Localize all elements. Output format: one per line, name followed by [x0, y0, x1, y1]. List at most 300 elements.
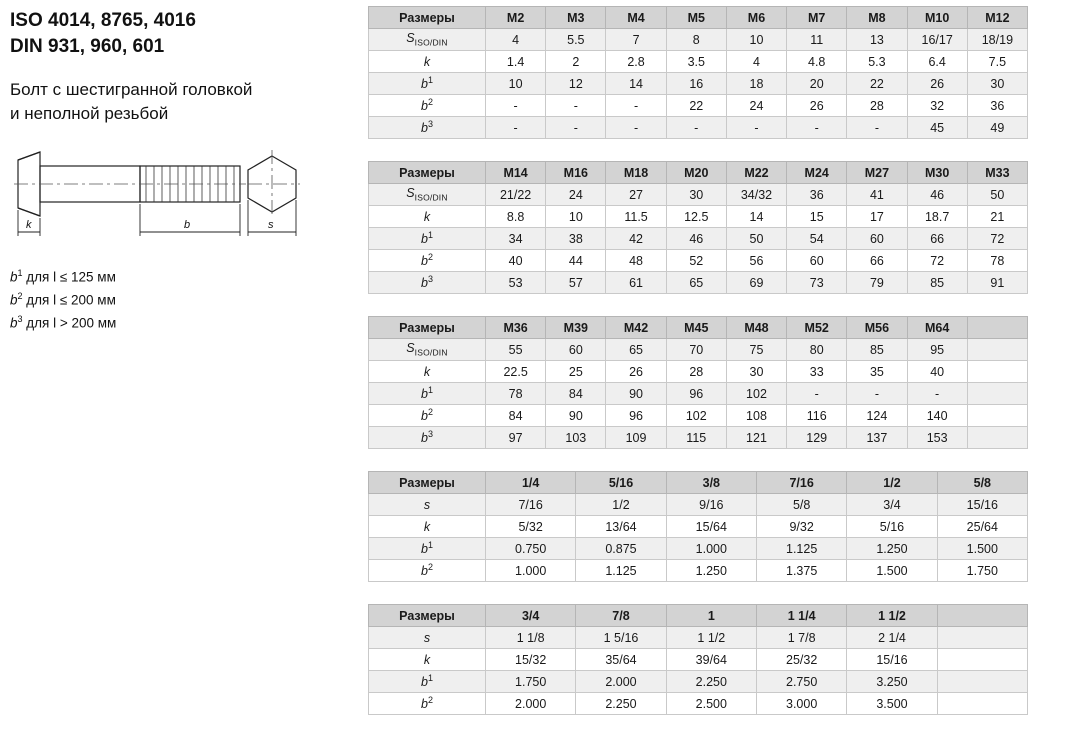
- table-cell: 54: [787, 228, 847, 250]
- table-cell: 22.5: [486, 361, 546, 383]
- table-cell: 96: [606, 405, 666, 427]
- row-label-symbol: b: [421, 697, 428, 712]
- row-label-superscript: 1: [427, 540, 433, 551]
- row-label: [369, 516, 486, 538]
- row-label: [369, 29, 486, 51]
- table-cell: 95: [907, 339, 967, 361]
- table-cell: -: [486, 95, 546, 117]
- table-row: [369, 671, 1028, 693]
- table-cell: [967, 427, 1027, 449]
- dimension-tables: [368, 6, 1058, 737]
- row-label-subscript: ISO/DIN: [414, 37, 448, 48]
- table-cell: 1 1/8: [486, 627, 576, 649]
- title-line-1: ISO 4014, 8765, 4016: [10, 10, 196, 31]
- table-cell: 56: [726, 250, 786, 272]
- table-cell: 108: [726, 405, 786, 427]
- row-label: [369, 361, 486, 383]
- table-row: [369, 516, 1028, 538]
- table-cell: 124: [847, 405, 907, 427]
- table-cell: -: [606, 95, 666, 117]
- table-cell: 15/32: [486, 649, 576, 671]
- table-cell: 14: [726, 206, 786, 228]
- table-cell: [967, 339, 1027, 361]
- footnote-symbol-1: b: [10, 269, 18, 285]
- table-cell: 0.750: [486, 538, 576, 560]
- table-cell: 12: [546, 73, 606, 95]
- footnote-text-3: для l > 200 мм: [26, 315, 117, 331]
- table-header-row: [369, 472, 1028, 494]
- table-cell: 1 7/8: [756, 627, 846, 649]
- left-info-column: [10, 8, 360, 334]
- table-cell: 109: [606, 427, 666, 449]
- row-label-superscript: 1: [427, 230, 433, 241]
- row-label-superscript: 3: [427, 119, 433, 130]
- column-header: M4: [606, 7, 666, 29]
- table-cell: -: [907, 383, 967, 405]
- table-cell: 1.125: [576, 560, 666, 582]
- table-cell: 2.500: [666, 693, 756, 715]
- column-header: 3/4: [486, 605, 576, 627]
- table-cell: 21: [967, 206, 1027, 228]
- table-cell: -: [847, 383, 907, 405]
- table-cell: 4: [726, 51, 786, 73]
- row-label-symbol: S: [406, 186, 415, 201]
- table-cell: 72: [907, 250, 967, 272]
- table-row: [369, 95, 1028, 117]
- table-cell: 15/16: [847, 649, 937, 671]
- table-cell: 10: [726, 29, 786, 51]
- table-cell: 103: [546, 427, 606, 449]
- table-cell: -: [726, 117, 786, 139]
- table-cell: 153: [907, 427, 967, 449]
- table-cell: 1.500: [937, 538, 1027, 560]
- row-label-symbol: b: [421, 387, 428, 402]
- table-cell: 25/32: [756, 649, 846, 671]
- table-row: [369, 538, 1028, 560]
- table-cell: 32: [907, 95, 967, 117]
- table-cell: 2 1/4: [847, 627, 937, 649]
- table-cell: 13: [847, 29, 907, 51]
- table-cell: 16/17: [907, 29, 967, 51]
- table-cell: 50: [967, 184, 1027, 206]
- row-label: [369, 560, 486, 582]
- table-cell: 55: [486, 339, 546, 361]
- row-label-symbol: b: [421, 232, 428, 247]
- column-header: M33: [967, 162, 1027, 184]
- table-cell: 3.5: [666, 51, 726, 73]
- table-cell: 140: [907, 405, 967, 427]
- table-row: [369, 494, 1028, 516]
- table-cell: 49: [967, 117, 1027, 139]
- column-header: M18: [606, 162, 666, 184]
- column-header: M22: [726, 162, 786, 184]
- column-header: M7: [787, 7, 847, 29]
- table-cell: 20: [787, 73, 847, 95]
- column-header-dimensions: Размеры: [369, 317, 486, 339]
- table-cell: 28: [847, 95, 907, 117]
- table-cell: 14: [606, 73, 666, 95]
- table-cell: 115: [666, 427, 726, 449]
- row-label-superscript: 2: [427, 407, 433, 418]
- footnote-text-2: для l ≤ 200 мм: [26, 292, 116, 308]
- column-header: 3/8: [666, 472, 756, 494]
- table-cell: 121: [726, 427, 786, 449]
- table-cell: 24: [726, 95, 786, 117]
- table-cell: [937, 649, 1027, 671]
- column-header: 1 1/4: [756, 605, 846, 627]
- table-cell: 12.5: [666, 206, 726, 228]
- table-cell: 80: [787, 339, 847, 361]
- footnote-sup-2: 2: [17, 290, 23, 301]
- table-cell: 52: [666, 250, 726, 272]
- row-label-symbol: k: [423, 364, 431, 379]
- table-cell: 18: [726, 73, 786, 95]
- row-label-symbol: b: [421, 276, 428, 291]
- bolt-technical-drawing: [10, 144, 310, 244]
- table-cell: 10: [486, 73, 546, 95]
- table-cell: 72: [967, 228, 1027, 250]
- table-cell: 22: [847, 73, 907, 95]
- row-label: [369, 117, 486, 139]
- table-cell: 30: [666, 184, 726, 206]
- table-row: [369, 117, 1028, 139]
- table-cell: 46: [907, 184, 967, 206]
- table-cell: 102: [726, 383, 786, 405]
- row-label: [369, 51, 486, 73]
- column-header: M16: [546, 162, 606, 184]
- table-cell: 28: [666, 361, 726, 383]
- table-cell: -: [546, 95, 606, 117]
- table-cell: 48: [606, 250, 666, 272]
- table-row: [369, 272, 1028, 294]
- row-label: [369, 693, 486, 715]
- column-header: M3: [546, 7, 606, 29]
- row-label: [369, 339, 486, 361]
- column-header: M6: [726, 7, 786, 29]
- row-label: [369, 383, 486, 405]
- table-cell: 35: [847, 361, 907, 383]
- table-cell: 44: [546, 250, 606, 272]
- column-header: 1/2: [847, 472, 937, 494]
- table-cell: 5/16: [847, 516, 937, 538]
- table-row: [369, 627, 1028, 649]
- table-header-row: [369, 317, 1028, 339]
- row-label: [369, 494, 486, 516]
- table-cell: 9/16: [666, 494, 756, 516]
- table-cell: 53: [486, 272, 546, 294]
- table-cell: [967, 405, 1027, 427]
- column-header: M45: [666, 317, 726, 339]
- dimension-table: [368, 471, 1028, 582]
- table-cell: 40: [486, 250, 546, 272]
- column-header: [967, 317, 1027, 339]
- table-cell: 36: [787, 184, 847, 206]
- table-cell: 60: [787, 250, 847, 272]
- table-row: [369, 29, 1028, 51]
- column-header: M12: [967, 7, 1027, 29]
- table-row: [369, 228, 1028, 250]
- footnote-sup-1: 1: [17, 268, 23, 279]
- row-label-symbol: b: [421, 99, 428, 114]
- column-header: 7/8: [576, 605, 666, 627]
- table-cell: 33: [787, 361, 847, 383]
- table-cell: 34/32: [726, 184, 786, 206]
- table-cell: 15/16: [937, 494, 1027, 516]
- table-cell: -: [787, 117, 847, 139]
- table-header-row: [369, 162, 1028, 184]
- table-row: [369, 649, 1028, 671]
- row-label-subscript: ISO/DIN: [414, 192, 448, 203]
- table-cell: 27: [606, 184, 666, 206]
- table-cell: 2.750: [756, 671, 846, 693]
- column-header: 1: [666, 605, 756, 627]
- table-cell: 57: [546, 272, 606, 294]
- table-cell: [937, 693, 1027, 715]
- table-cell: 66: [847, 250, 907, 272]
- column-header-dimensions: Размеры: [369, 162, 486, 184]
- table-cell: 102: [666, 405, 726, 427]
- column-header: 5/8: [937, 472, 1027, 494]
- footnote-1: [10, 266, 360, 289]
- table-cell: 22: [666, 95, 726, 117]
- footnote-symbol-2: b: [10, 292, 18, 308]
- table-cell: 78: [967, 250, 1027, 272]
- table-cell: 2.000: [576, 671, 666, 693]
- table-cell: 46: [666, 228, 726, 250]
- table-cell: 1 5/16: [576, 627, 666, 649]
- row-label-symbol: s: [423, 630, 431, 645]
- column-header: M48: [726, 317, 786, 339]
- table-row: [369, 206, 1028, 228]
- column-header-dimensions: Размеры: [369, 7, 486, 29]
- table-cell: 25/64: [937, 516, 1027, 538]
- table-cell: 41: [847, 184, 907, 206]
- table-cell: 35/64: [576, 649, 666, 671]
- table-cell: 7.5: [967, 51, 1027, 73]
- table-cell: 8.8: [486, 206, 546, 228]
- column-header: M20: [666, 162, 726, 184]
- table-cell: 73: [787, 272, 847, 294]
- row-label: [369, 627, 486, 649]
- table-cell: [937, 627, 1027, 649]
- table-cell: 24: [546, 184, 606, 206]
- table-cell: 5/32: [486, 516, 576, 538]
- table-cell: -: [847, 117, 907, 139]
- row-label-superscript: 3: [427, 274, 433, 285]
- column-header-dimensions: Размеры: [369, 605, 486, 627]
- row-label-superscript: 2: [427, 695, 433, 706]
- dimension-table: [368, 6, 1028, 139]
- column-header: M5: [666, 7, 726, 29]
- column-header: 1 1/2: [847, 605, 937, 627]
- footnote-3: [10, 312, 360, 335]
- table-cell: -: [606, 117, 666, 139]
- table-row: [369, 339, 1028, 361]
- table-row: [369, 427, 1028, 449]
- row-label: [369, 73, 486, 95]
- table-cell: 2.250: [666, 671, 756, 693]
- row-label: [369, 272, 486, 294]
- column-header: M30: [907, 162, 967, 184]
- table-cell: 70: [666, 339, 726, 361]
- column-header: M2: [486, 7, 546, 29]
- column-header: 1/4: [486, 472, 576, 494]
- column-header: M56: [847, 317, 907, 339]
- table-cell: 1.4: [486, 51, 546, 73]
- table-cell: 1.125: [756, 538, 846, 560]
- table-cell: 61: [606, 272, 666, 294]
- table-cell: 1.250: [666, 560, 756, 582]
- footnote-text-1: для l ≤ 125 мм: [26, 269, 116, 285]
- table-cell: 1 1/2: [666, 627, 756, 649]
- row-label-superscript: 2: [427, 562, 433, 573]
- table-cell: 65: [606, 339, 666, 361]
- row-label-symbol: S: [406, 31, 415, 46]
- row-label: [369, 427, 486, 449]
- table-cell: 26: [787, 95, 847, 117]
- column-header: 5/16: [576, 472, 666, 494]
- table-cell: 5.5: [546, 29, 606, 51]
- table-cell: 10: [546, 206, 606, 228]
- table-cell: 15/64: [666, 516, 756, 538]
- table-cell: 1.750: [486, 671, 576, 693]
- table-cell: 3/4: [847, 494, 937, 516]
- table-cell: 1.000: [666, 538, 756, 560]
- table-cell: 5.3: [847, 51, 907, 73]
- footnote-sup-3: 3: [17, 313, 23, 324]
- table-cell: 69: [726, 272, 786, 294]
- row-label: [369, 206, 486, 228]
- table-row: [369, 560, 1028, 582]
- table-cell: -: [666, 117, 726, 139]
- table-cell: 2.250: [576, 693, 666, 715]
- table-row: [369, 184, 1028, 206]
- row-label-symbol: b: [421, 409, 428, 424]
- table-cell: 30: [967, 73, 1027, 95]
- table-cell: 30: [726, 361, 786, 383]
- table-cell: 97: [486, 427, 546, 449]
- row-label-symbol: S: [406, 341, 415, 356]
- row-label-superscript: 2: [427, 252, 433, 263]
- row-label: [369, 95, 486, 117]
- dimension-table: [368, 316, 1028, 449]
- table-cell: 34: [486, 228, 546, 250]
- row-label: [369, 250, 486, 272]
- footnotes: [10, 266, 360, 334]
- column-header: M27: [847, 162, 907, 184]
- table-cell: 4: [486, 29, 546, 51]
- table-cell: 42: [606, 228, 666, 250]
- table-cell: 26: [907, 73, 967, 95]
- table-cell: 116: [787, 405, 847, 427]
- row-label-symbol: b: [421, 121, 428, 136]
- table-cell: 75: [726, 339, 786, 361]
- table-cell: 90: [546, 405, 606, 427]
- table-row: [369, 361, 1028, 383]
- table-cell: 66: [907, 228, 967, 250]
- column-header: M24: [787, 162, 847, 184]
- table-cell: 15: [787, 206, 847, 228]
- table-cell: 84: [486, 405, 546, 427]
- table-cell: 1.000: [486, 560, 576, 582]
- table-row: [369, 383, 1028, 405]
- table-row: [369, 51, 1028, 73]
- table-cell: 85: [907, 272, 967, 294]
- column-header: M39: [546, 317, 606, 339]
- row-label: [369, 228, 486, 250]
- row-label-superscript: 2: [427, 97, 433, 108]
- table-cell: 3.250: [847, 671, 937, 693]
- document-title: [10, 8, 360, 60]
- dimension-table: [368, 161, 1028, 294]
- table-cell: 1/2: [576, 494, 666, 516]
- table-cell: -: [486, 117, 546, 139]
- row-label-superscript: 1: [427, 75, 433, 86]
- table-row: [369, 73, 1028, 95]
- table-cell: 5/8: [756, 494, 846, 516]
- footnote-2: [10, 289, 360, 312]
- table-cell: 50: [726, 228, 786, 250]
- table-cell: 2.8: [606, 51, 666, 73]
- table-cell: 137: [847, 427, 907, 449]
- column-header: M42: [606, 317, 666, 339]
- row-label-symbol: b: [421, 431, 428, 446]
- row-label: [369, 405, 486, 427]
- table-cell: 3.000: [756, 693, 846, 715]
- column-header-dimensions: Размеры: [369, 472, 486, 494]
- table-cell: 129: [787, 427, 847, 449]
- row-label-symbol: k: [423, 652, 431, 667]
- row-label: [369, 671, 486, 693]
- table-cell: 8: [666, 29, 726, 51]
- table-header-row: [369, 605, 1028, 627]
- table-cell: 2: [546, 51, 606, 73]
- row-label-symbol: b: [421, 542, 428, 557]
- table-cell: 9/32: [756, 516, 846, 538]
- table-cell: 2.000: [486, 693, 576, 715]
- table-cell: 7: [606, 29, 666, 51]
- table-cell: 45: [907, 117, 967, 139]
- table-row: [369, 693, 1028, 715]
- table-cell: 18.7: [907, 206, 967, 228]
- row-label-symbol: k: [423, 54, 431, 69]
- row-label-symbol: b: [421, 254, 428, 269]
- row-label: [369, 538, 486, 560]
- table-cell: 25: [546, 361, 606, 383]
- table-row: [369, 250, 1028, 272]
- table-cell: 79: [847, 272, 907, 294]
- table-cell: 78: [486, 383, 546, 405]
- table-cell: [937, 671, 1027, 693]
- table-cell: 91: [967, 272, 1027, 294]
- table-cell: -: [546, 117, 606, 139]
- row-label-symbol: k: [423, 519, 431, 534]
- row-label-symbol: b: [421, 564, 428, 579]
- table-cell: 1.500: [847, 560, 937, 582]
- row-label-subscript: ISO/DIN: [414, 347, 448, 358]
- row-label: [369, 184, 486, 206]
- table-cell: [967, 383, 1027, 405]
- table-cell: 96: [666, 383, 726, 405]
- drawing-label-b: b: [184, 219, 191, 232]
- row-label-symbol: b: [421, 77, 428, 92]
- row-label-superscript: 3: [427, 429, 433, 440]
- table-header-row: [369, 7, 1028, 29]
- table-cell: 65: [666, 272, 726, 294]
- row-label: [369, 649, 486, 671]
- drawing-label-k: k: [26, 219, 32, 232]
- document-subtitle: [10, 78, 360, 126]
